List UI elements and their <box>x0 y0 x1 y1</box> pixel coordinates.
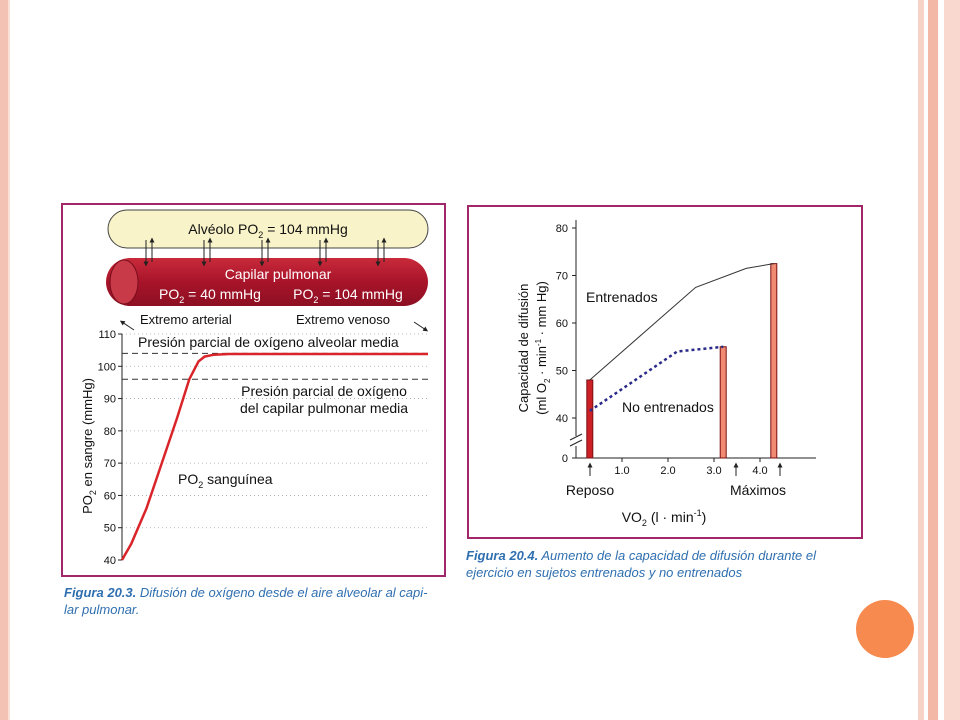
y-tick-label: 70 <box>555 270 568 283</box>
figure-20-4 <box>466 206 862 580</box>
y-tick-label: 80 <box>555 223 568 235</box>
y-tick-label: 60 <box>103 490 116 503</box>
alveolus-label: Alvéolo $PO_2 = 104$ mmHg <box>188 221 348 240</box>
y-tick-label: 100 <box>97 361 116 374</box>
x-tick-label: 1.0 <box>614 465 630 477</box>
x-tick-label: 2.0 <box>660 465 676 477</box>
alveolar-mean-label: Presión parcial de oxígeno alveolar media <box>138 334 399 350</box>
capillary-mean-label-line1: Presión parcial de oxígeno <box>241 383 407 399</box>
figure1-caption-line1: Figura 20.3. Difusión de oxígeno desde el aire alveolar al capi- <box>64 585 428 600</box>
figure1-caption-line2: lar pulmonar. <box>64 602 140 617</box>
vo2-bar <box>587 380 593 458</box>
venous-end-label: Extremo venoso <box>296 312 390 327</box>
y-tick-label: 50 <box>555 365 568 378</box>
capillary-mean-label-line2: del capilar pulmonar media <box>239 400 409 416</box>
y-tick-label: 50 <box>103 522 116 535</box>
rest-label: Reposo <box>565 482 615 498</box>
y-tick-label: 0 <box>561 453 568 465</box>
vo2-bar <box>720 347 726 458</box>
figure2-y-axis-label-line1: Capacidad de difusión <box>516 283 531 413</box>
y-tick-label: 110 <box>98 329 116 341</box>
untrained-series-label: No entrenados <box>622 399 714 415</box>
vo2-bar <box>771 264 777 458</box>
figure2-caption-line1: Figura 20.4. Aumento de la capacidad de difusión durante el <box>466 548 817 563</box>
x-tick-label: 3.0 <box>706 465 722 477</box>
capillary-arterial-po2: $PO_2 = 40$ mmHg <box>159 286 261 305</box>
figure2-y-axis-label-line2: (ml $O_2 \cdot \min^{-1}$ · mm Hg) <box>534 281 552 415</box>
figure1-y-axis-label: $PO_2$ en sangre (mmHg) <box>80 378 98 514</box>
y-tick-label: 90 <box>103 393 116 406</box>
capillary-title: Capilar pulmonar <box>224 266 332 282</box>
blood-po2-label: $PO_2$ sanguínea <box>178 471 273 490</box>
capillary-venous-po2: $PO_2 = 104$ mmHg <box>293 286 403 305</box>
y-tick-label: 80 <box>103 425 116 438</box>
figure-20-3 <box>58 200 448 617</box>
x-tick-label: 4.0 <box>752 465 768 477</box>
y-tick-label: 40 <box>103 555 116 567</box>
figure2-x-axis-label: $VO_2$ $(l \cdot \min^{-1})$ <box>621 508 707 528</box>
max-label: Máximos <box>729 482 787 498</box>
capillary-opening <box>110 260 138 304</box>
y-tick-label: 70 <box>103 458 116 471</box>
y-tick-label: 60 <box>555 318 568 330</box>
trained-series-label: Entrenados <box>586 289 658 305</box>
y-tick-label: 40 <box>555 413 568 425</box>
arterial-end-label: Extremo arterial <box>140 312 232 327</box>
figure2-caption-line2: ejercicio en sujetos entrenados y no entrenados <box>466 565 743 580</box>
